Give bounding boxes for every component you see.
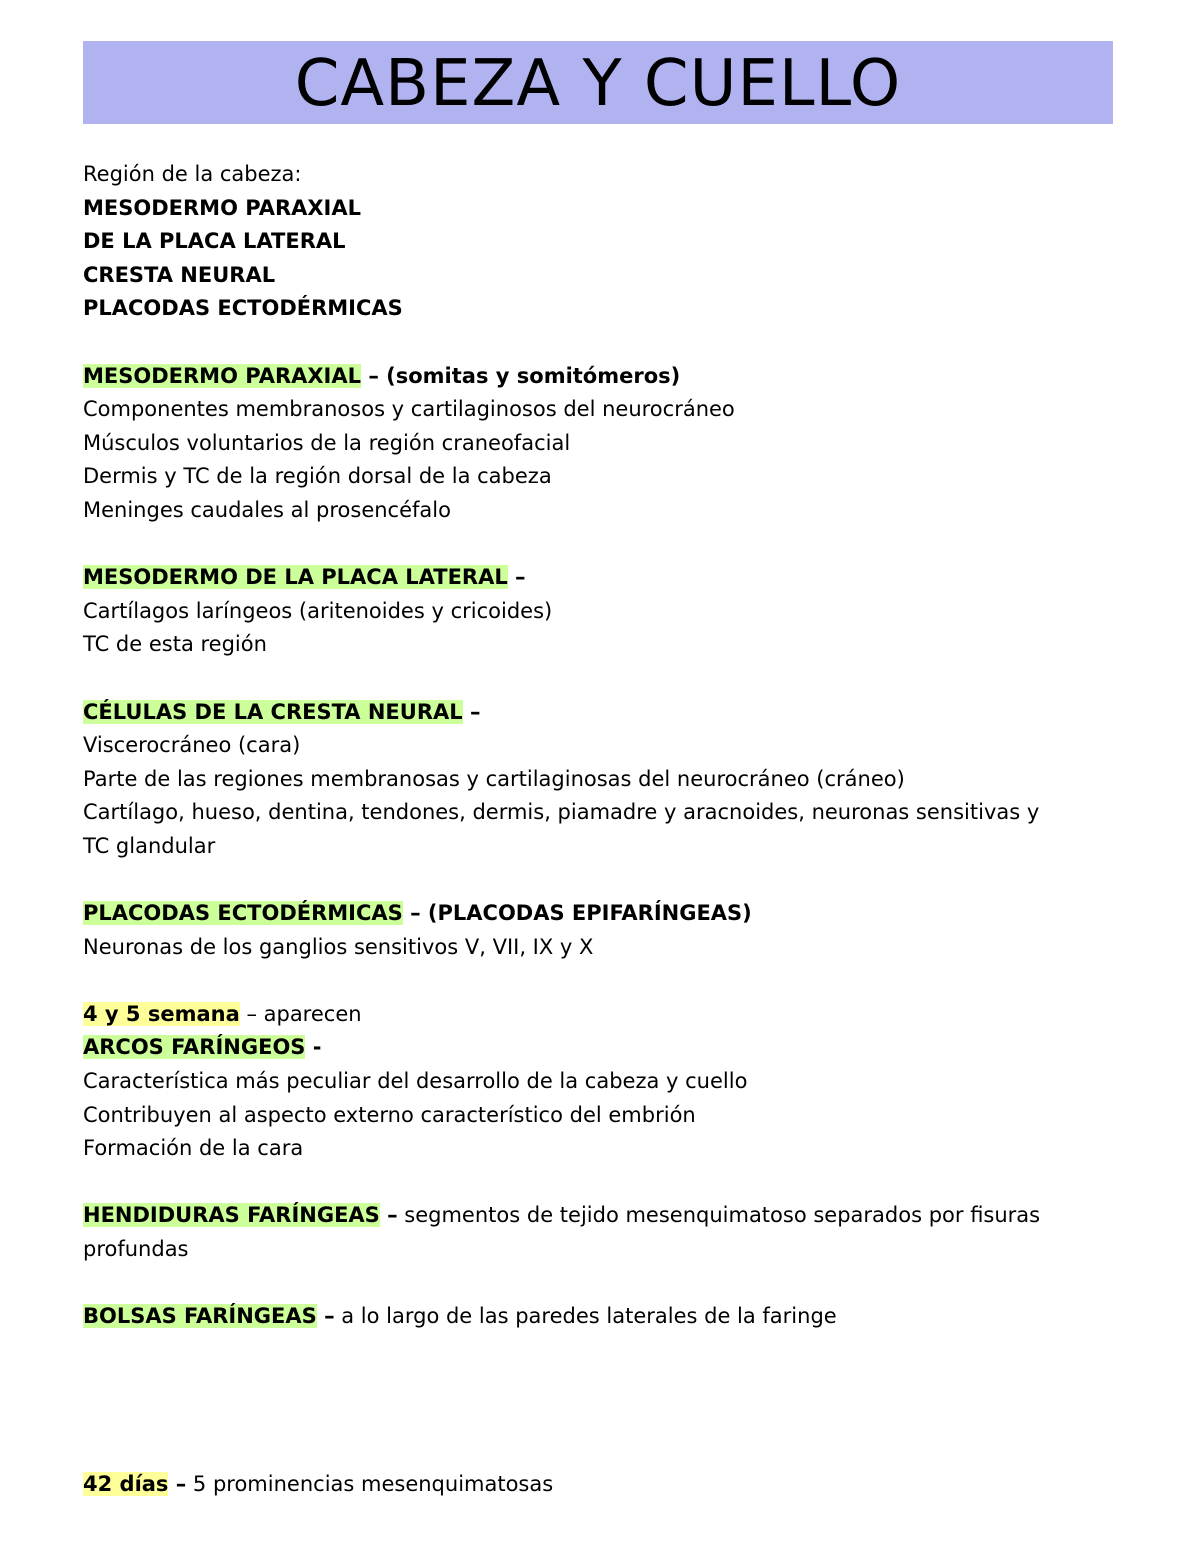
highlighted-term: 42 días — [83, 1472, 169, 1497]
section-heading — [83, 1300, 1113, 1334]
list-item: Meninges caudales al prosencéfalo — [83, 497, 451, 522]
highlighted-term: MESODERMO PARAXIAL — [83, 363, 362, 388]
section-heading — [83, 360, 1113, 394]
list-item: Contribuyen al aspecto externo característico del embrión — [83, 1102, 696, 1127]
page-title: CABEZA Y CUELLO — [294, 46, 902, 121]
list-item: Parte de las regiones membranosas y cartilaginosas del neurocráneo (cráneo) — [83, 766, 905, 791]
definition-text: a lo largo de las paredes laterales de la faringe — [334, 1304, 837, 1329]
heading-dash: – — [379, 1203, 398, 1228]
highlighted-term: PLACODAS ECTODÉRMICAS — [83, 901, 403, 926]
highlighted-term: CÉLULAS DE LA CRESTA NEURAL — [83, 699, 463, 724]
document-body — [83, 158, 1113, 1502]
heading-dash: – — [316, 1304, 335, 1329]
definition-text: segmentos de tejido mesenquimatoso separados por fisuras profundas — [83, 1203, 1041, 1261]
heading-suffix: – (somitas y somitómeros) — [361, 363, 681, 388]
highlighted-term: MESODERMO DE LA PLACA LATERAL — [83, 565, 508, 590]
intro-item: MESODERMO PARAXIAL — [83, 195, 362, 220]
list-item: Cartílago, hueso, dentina, tendones, dermis, piamadre y aracnoides, neuronas sensitivas y — [83, 800, 1040, 825]
heading-suffix: – — [462, 699, 481, 724]
highlighted-term: HENDIDURAS FARÍNGEAS — [83, 1203, 380, 1228]
intro-item: CRESTA NEURAL — [83, 262, 276, 287]
section-heading — [83, 561, 1113, 595]
heading-suffix: – aparecen — [239, 1001, 362, 1026]
section-heading — [83, 897, 1113, 931]
highlighted-term: ARCOS FARÍNGEOS — [83, 1035, 306, 1060]
heading-suffix: - — [305, 1035, 322, 1060]
highlighted-term: 4 y 5 semana — [83, 1001, 240, 1026]
heading-dash: – — [168, 1472, 187, 1497]
heading-suffix: – (PLACODAS EPIFARÍNGEAS) — [402, 901, 752, 926]
intro-item: PLACODAS ECTODÉRMICAS — [83, 296, 403, 321]
list-item: Músculos voluntarios de la región craneofacial — [83, 430, 571, 455]
list-item: Viscerocráneo (cara) — [83, 733, 301, 758]
highlighted-term: BOLSAS FARÍNGEAS — [83, 1304, 317, 1329]
list-item: Componentes membranosos y cartilaginosos del neurocráneo — [83, 397, 735, 422]
intro-item: DE LA PLACA LATERAL — [83, 229, 346, 254]
list-item: TC glandular — [83, 833, 216, 858]
list-item: Dermis y TC de la región dorsal de la cabeza — [83, 464, 552, 489]
list-item: Cartílagos laríngeos (aritenoides y cricoides) — [83, 598, 553, 623]
definition-text: 5 prominencias mesenquimatosas — [186, 1472, 554, 1497]
list-item: Característica más peculiar del desarrollo de la cabeza y cuello — [83, 1069, 748, 1094]
heading-suffix: – — [507, 565, 526, 590]
intro-label: Región de la cabeza: — [83, 162, 302, 186]
list-item: TC de esta región — [83, 632, 267, 657]
section-heading — [83, 1199, 1113, 1266]
section-heading — [83, 1468, 1113, 1502]
list-item: Neuronas de los ganglios sensitivos V, VII, IX y X — [83, 934, 594, 959]
title-banner — [83, 41, 1113, 124]
section-heading — [83, 998, 1113, 1032]
section-heading — [83, 1031, 1113, 1065]
list-item: Formación de la cara — [83, 1136, 304, 1161]
section-heading — [83, 696, 1113, 730]
